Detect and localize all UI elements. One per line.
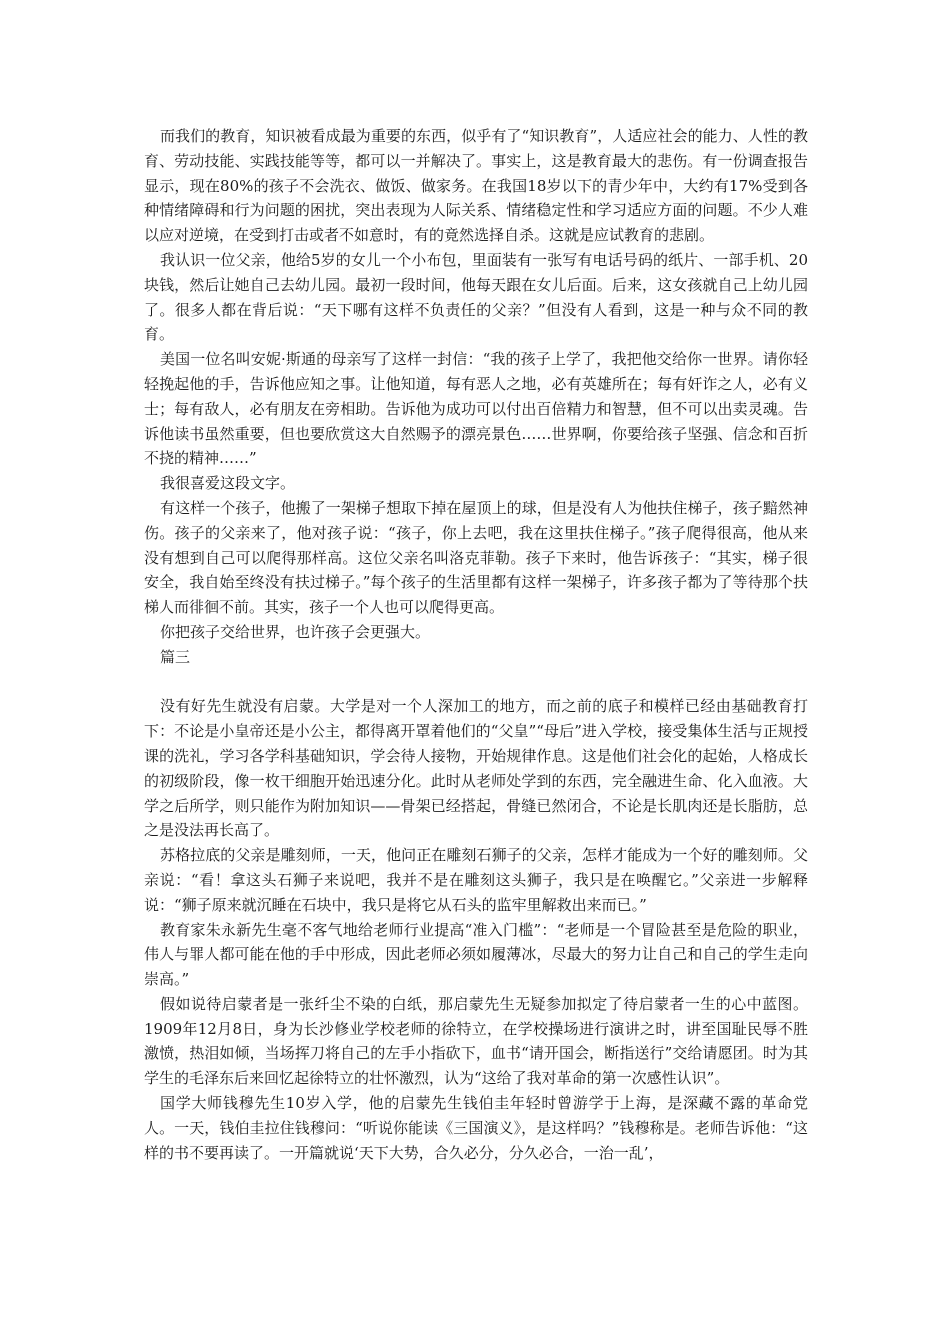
paragraph: 而我们的教育，知识被看成最为重要的东西，似乎有了“知识教育”，人适应社会的能力、人性的教育、劳动技能、实践技能等等，都可以一并解决了。事实上，这是教育最大的悲伤。有一份调查报告显示，现在80%的孩子不会洗衣、做饭、做家务。在我国18岁以下的青少年中，大约有17%受到各种情绪障碍和行为问题的困扰，突出表现为人际关系、情绪稳定性和学习适应方面的问题。不少人难以应对逆境，在受到打击或者不如意时，有的竟然选择自杀。这就是应试教育的悲剧。 [144,127,808,245]
paragraph: 有这样一个孩子，他搬了一架梯子想取下掉在屋顶上的球，但是没有人为他扶住梯子，孩子黯然神伤。孩子的父亲来了，他对孩子说：“孩子，你上去吧，我在这里扶住梯子。”孩子爬得很高，他从来没有想到自己可以爬得那样高。这位父亲名叫洛克菲勒。孩子下来时，他告诉孩子：“其实，梯子很安全，我自始至终没有扶过梯子。”每个孩子的生活里都有这样一架梯子，许多孩子都为了等待那个扶梯人而徘徊不前。其实，孩子一个人也可以爬得更高。 [144,498,808,617]
paragraph: 没有好先生就没有启蒙。大学是对一个人深加工的地方，而之前的底子和模样已经由基础教育打下：不论是小皇帝还是小公主，都得离开罩着他们的“父皇”“母后”进入学校，接受集体生活与正规授课的洗礼，学习各学科基础知识，学会待人接物，开始规律作息。这是他们社会化的起始，人格成长的初级阶段，像一枚干细胞开始迅速分化。此时从老师处学到的东西，完全融进生命、化入血液。大学之后所学，则只能作为附加知识——骨架已经搭起，骨缝已然闭合，不论是长肌肉还是长脂肪，总之是没法再长高了。 [144,697,808,840]
paragraph: 国学大师钱穆先生10岁入学，他的启蒙先生钱伯圭年轻时曾游学于上海，是深藏不露的革命党人。一天，钱伯圭拉住钱穆问：“听说你能读《三国演义》，是这样吗？”钱穆称是。老师告诉他：“这样的书不要再读了。一开篇就说‘天下大势，合久必分，分久必合，一治一乱’， [144,1094,808,1162]
paragraph: 苏格拉底的父亲是雕刻师，一天，他问正在雕刻石狮子的父亲，怎样才能成为一个好的雕刻师。父亲说：“看！拿这头石狮子来说吧，我并不是在雕刻这头狮子，我只是在唤醒它。”父亲进一步解释说：“狮子原来就沉睡在石块中，我只是将它从石头的监牢里解救出来而已。” [144,846,808,914]
paragraph: 美国一位名叫安妮·斯通的母亲写了这样一封信：“我的孩子上学了，我把他交给你一世界。请你轻轻挽起他的手，告诉他应知之事。让他知道，每有恶人之地，必有英雄所在；每有奸诈之人，必有义士；每有敌人，必有朋友在旁相助。告诉他为成功可以付出百倍精力和智慧，但不可以出卖灵魂。告诉他读书虽然重要，但也要欣赏这大自然赐予的漂亮景色……世界啊，你要给孩子坚强、信念和百折不挠的精神……” [144,350,808,468]
paragraph: 我认识一位父亲，他给5岁的女儿一个小布包，里面装有一张写有电话号码的纸片、一部手机、20块钱，然后让她自己去幼儿园。最初一段时间，他每天跟在女儿后面。后来，这女孩就自己上幼儿园了。很多人都在背后说：“天下哪有这样不负责任的父亲？”但没有人看到，这是一种与众不同的教育。 [144,250,808,344]
document-body [144,124,808,1165]
paragraph: 我很喜爱这段文字。 [160,474,296,493]
section-title: 篇三 [160,647,191,666]
paragraph: 教育家朱永新先生毫不客气地给老师行业提高“准入门槛”：“老师是一个冒险甚至是危险的职业，伟人与罪人都可能在他的手中形成，因此老师必须如履薄冰，尽最大的努力让自己和自己的学生走向崇高。” [144,920,808,989]
paragraph: 你把孩子交给世界，也许孩子会更强大。 [160,622,431,641]
paragraph: 假如说待启蒙者是一张纤尘不染的白纸，那启蒙先生无疑参加拟定了待启蒙者一生的心中蓝图。1909年12月8日，身为长沙修业学校老师的徐特立，在学校操场进行演讲之时，讲至国耻民辱不胜激愤，热泪如倾，当场挥刀将自己的左手小指砍下，血书“请开国会，断指送行”交给请愿团。时为其学生的毛泽东后来回忆起徐特立的壮怀激烈，认为“这给了我对革命的第一次感性认识”。 [144,994,808,1088]
